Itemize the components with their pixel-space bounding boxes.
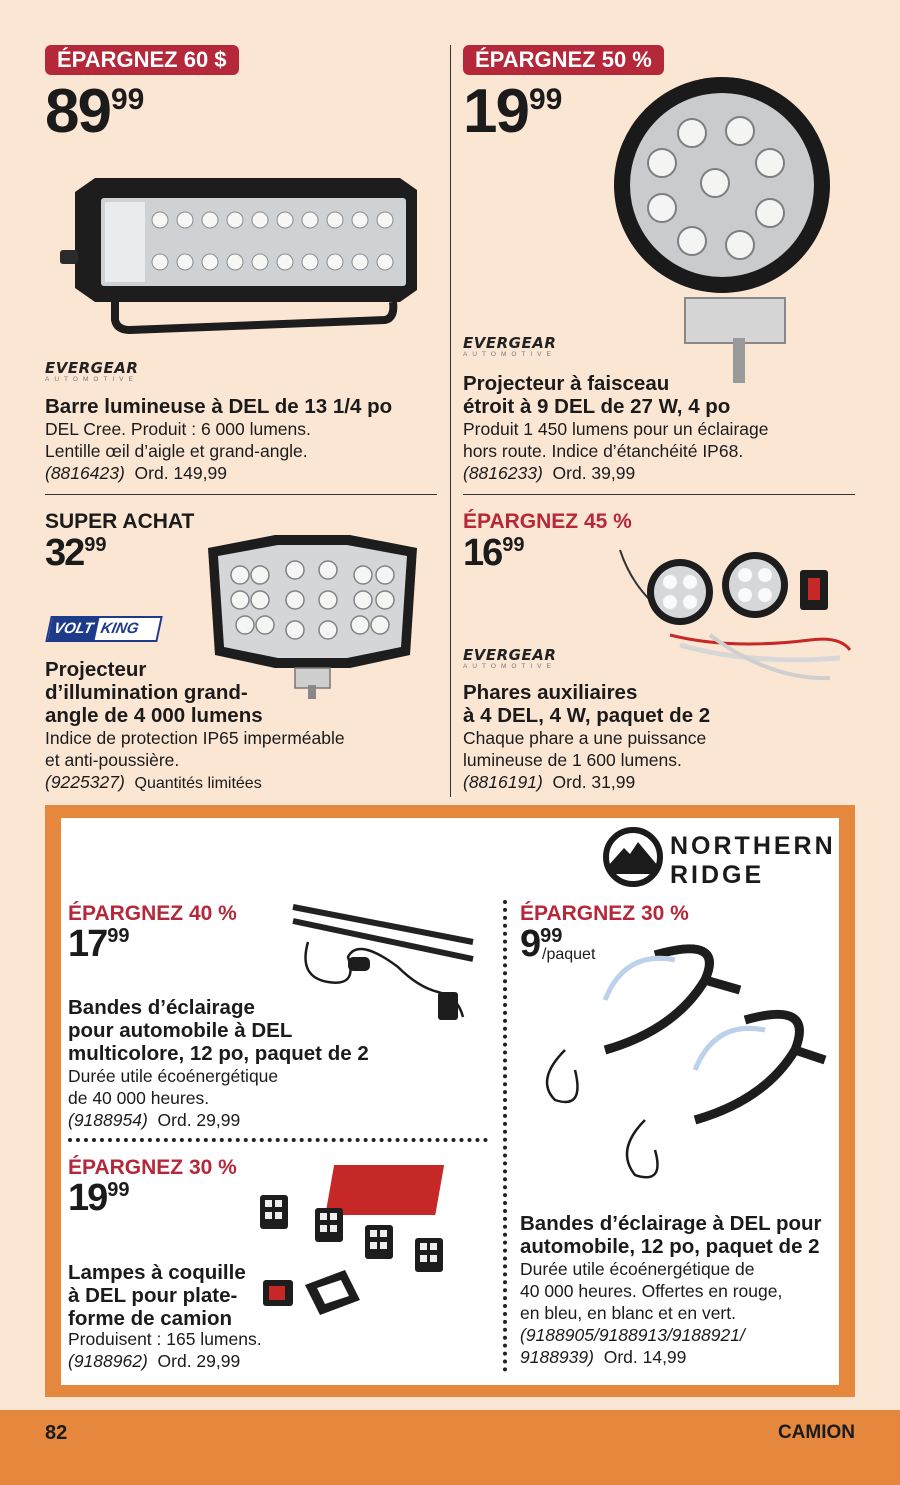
price: 1999 xyxy=(68,1177,130,1219)
product-name: Phares auxiliaires à 4 DEL, 4 W, paquet de 2 xyxy=(463,681,711,727)
product-description: Produisent : 165 lumens. (9188962) Ord. 29,99 xyxy=(68,1329,262,1371)
product-name: Projecteur d’illumination grand- angle de 4 000 lumens xyxy=(45,658,263,727)
volt-king-logo: VOLT KING xyxy=(45,616,163,642)
evergear-logo: EVERGEAR AUTOMOTIVE xyxy=(45,359,139,383)
price: 3299 xyxy=(45,532,107,574)
product-description: Durée utile écoénergétique de 40 000 heures. Offertes en rouge, en bleu, en blanc et en vert. (9188905/9188913/9188921/ 9188939) Ord. 14,99 xyxy=(520,1259,783,1367)
spot-light-image xyxy=(610,73,845,388)
product-name: Lampes à coquille à DEL pour plate- forme de camion xyxy=(68,1261,246,1330)
product-name: Barre lumineuse à DEL de 13 1/4 po xyxy=(45,395,393,418)
price: 1699 xyxy=(463,532,525,574)
price: 1999 xyxy=(463,77,563,146)
save-label: ÉPARGNEZ 45 % xyxy=(463,510,632,533)
product-description: Durée utile écoénergétique de 40 000 heures. (9188954) Ord. 29,99 xyxy=(68,1066,279,1130)
price: 1799 xyxy=(68,923,130,965)
section-title: CAMION xyxy=(777,1422,855,1443)
save-label: ÉPARGNEZ 40 % xyxy=(68,902,237,925)
save-badge: ÉPARGNEZ 60 $ xyxy=(45,45,239,75)
save-badge: ÉPARGNEZ 50 % xyxy=(463,45,664,75)
price: 999 /paquet xyxy=(520,923,596,965)
product-description: Indice de protection IP65 imperméable et anti-poussière. (9225327) Quantités limitées xyxy=(45,728,345,792)
pod-lights-image xyxy=(255,1160,475,1330)
row-divider xyxy=(463,494,855,495)
product-description: DEL Cree. Produit : 6 000 lumens. Lentille œil d’aigle et grand-angle. (8816423) Ord. 149,99 xyxy=(45,419,311,483)
led-strip-image xyxy=(525,940,835,1200)
column-divider xyxy=(503,900,507,1372)
save-label: ÉPARGNEZ 30 % xyxy=(68,1156,237,1179)
save-label: ÉPARGNEZ 30 % xyxy=(520,902,689,925)
super-buy-label: SUPER ACHAT xyxy=(45,510,195,533)
price: 8999 xyxy=(45,77,145,146)
auxiliary-lights-image xyxy=(610,540,855,690)
light-bar-image xyxy=(55,170,420,340)
column-divider xyxy=(450,45,451,797)
row-divider xyxy=(45,494,437,495)
page-number: 82 xyxy=(45,1422,68,1444)
product-description: Chaque phare a une puissance lumineuse de 1 600 lumens. (8816191) Ord. 31,99 xyxy=(463,728,707,792)
evergear-logo: EVERGEAR AUTOMOTIVE xyxy=(463,334,557,358)
product-name: Bandes d’éclairage à DEL pour automobile, 12 po, paquet de 2 xyxy=(520,1212,822,1258)
row-divider xyxy=(68,1138,488,1142)
product-name: Bandes d’éclairage pour automobile à DEL multicolore, 12 po, paquet de 2 xyxy=(68,996,369,1065)
northern-ridge-logo-text: NORTHERN RIDGE xyxy=(670,832,836,889)
footer-bar xyxy=(0,1410,900,1485)
evergear-logo: EVERGEAR AUTOMOTIVE xyxy=(463,646,557,670)
product-name: Projecteur à faisceau étroit à 9 DEL de 27 W, 4 po xyxy=(463,372,731,418)
northern-ridge-mountain-icon xyxy=(602,826,664,888)
product-description: Produit 1 450 lumens pour un éclairage hors route. Indice d’étanchéité IP68. (8816233) Ord. 39,99 xyxy=(463,419,769,483)
